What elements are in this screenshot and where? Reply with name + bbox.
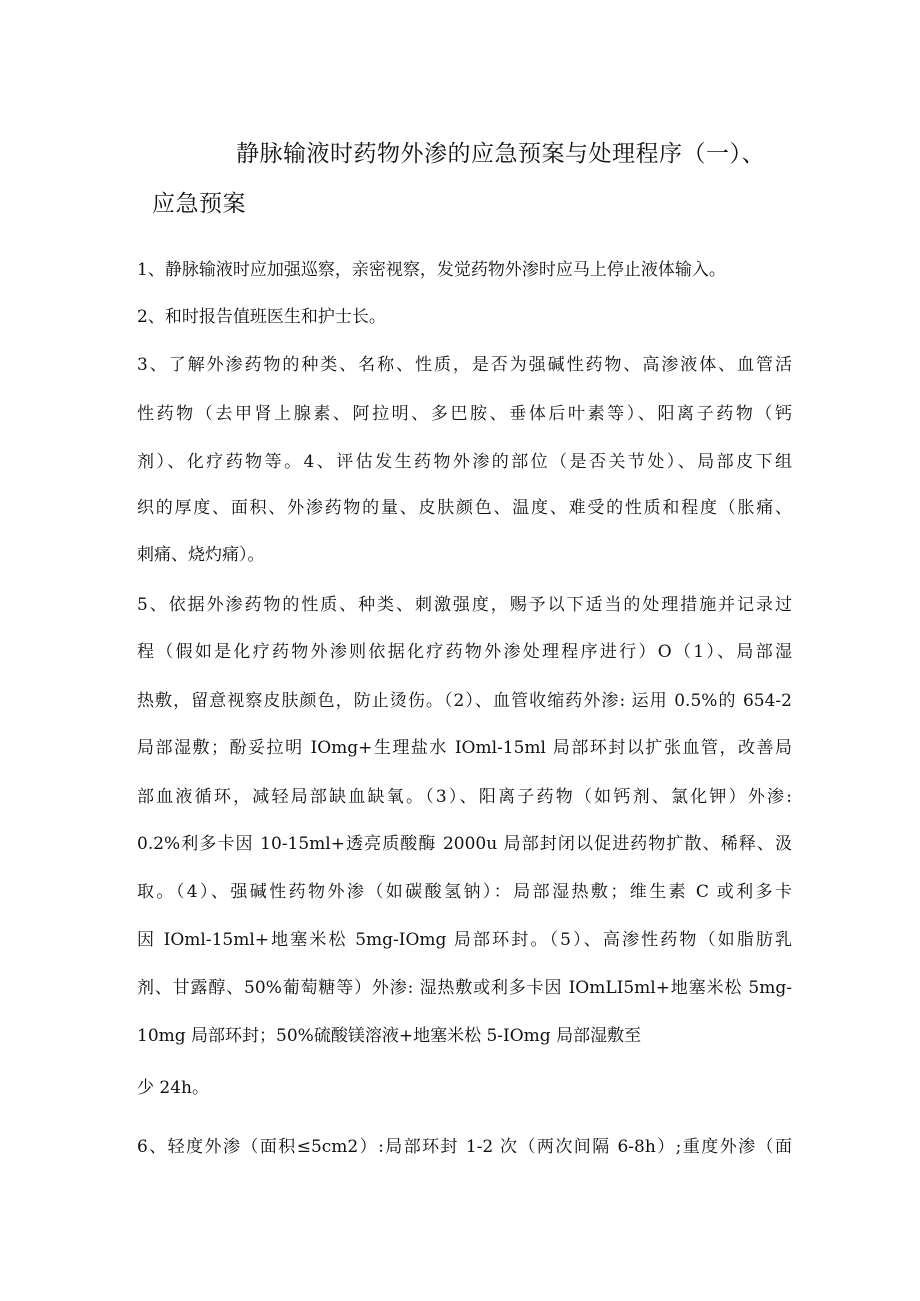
paragraph-line: 5、依据外渗药物的性质、种类、刺激强度，赐予以下适当的处理措施并记录过	[137, 595, 792, 615]
document-title-line-1: 静脉输液时药物外渗的应急预案与处理程序（一）、	[236, 141, 765, 167]
paragraph-line: 6、轻度外渗（面积≤5cm2）:局部环封 1-2 次（两次间隔 6-8h）;重度外渗（面	[137, 1137, 792, 1157]
paragraph-line: 刺痛、烧灼痛）。	[137, 545, 265, 565]
paragraph-line: 0.2%利多卡因 10-15ml+透亮质酸酶 2000u 局部封闭以促进药物扩散、稀释、汲	[137, 834, 792, 854]
paragraph-line: 因 IOml-15ml+地塞米松 5mg-IOmg 局部环封。（5）、高渗性药物（如脂肪乳	[137, 930, 792, 950]
paragraph-line: 剂）、化疗药物等。4、评估发生药物外渗的部位（是否关节处）、局部皮下组	[137, 452, 792, 472]
paragraph-line: 局部湿敷；酚妥拉明 IOmg+生理盐水 IOml-15ml 局部环封以扩张血管，改善局	[137, 738, 792, 758]
paragraph-line: 热敷，留意视察皮肤颜色，防止烫伤。（2）、血管收缩药外渗: 运用 0.5%的 654-2	[137, 691, 792, 711]
paragraph-line: 10mg 局部环封；50%硫酸镁溶液+地塞米松 5-IOmg 局部湿敷至	[137, 1026, 642, 1046]
paragraph-line: 程（假如是化疗药物外渗则依据化疗药物外渗处理程序进行）O（1）、局部湿	[137, 642, 792, 662]
paragraph-line: 取。（4）、强碱性药物外渗（如碳酸氢钠）：局部湿热敷；维生素 C 或利多卡	[137, 882, 792, 902]
paragraph-line: 少 24h。	[137, 1078, 209, 1098]
paragraph-line: 1、静脉输液时应加强巡察，亲密视察，发觉药物外渗时应马上停止液体输入。	[137, 260, 726, 280]
paragraph-line: 3、了解外渗药物的种类、名称、性质，是否为强碱性药物、高渗液体、血管活	[137, 355, 792, 375]
document-title-line-2: 应急预案	[152, 191, 246, 217]
paragraph-line: 部血液循环，减轻局部缺血缺氧。（3）、阳离子药物（如钙剂、氯化钾）外渗:	[137, 787, 792, 807]
paragraph-line: 性药物（去甲肾上腺素、阿拉明、多巴胺、垂体后叶素等）、阳离子药物（钙	[137, 404, 792, 424]
paragraph-line: 剂、甘露醇、50%葡萄糖等）外渗: 湿热敷或利多卡因 IOmLI5ml+地塞米松 5mg-	[137, 978, 792, 998]
paragraph-line: 2、和时报告值班医生和护士长。	[137, 307, 386, 327]
paragraph-line: 织的厚度、面积、外渗药物的量、皮肤颜色、温度、难受的性质和程度（胀痛、	[137, 498, 792, 518]
